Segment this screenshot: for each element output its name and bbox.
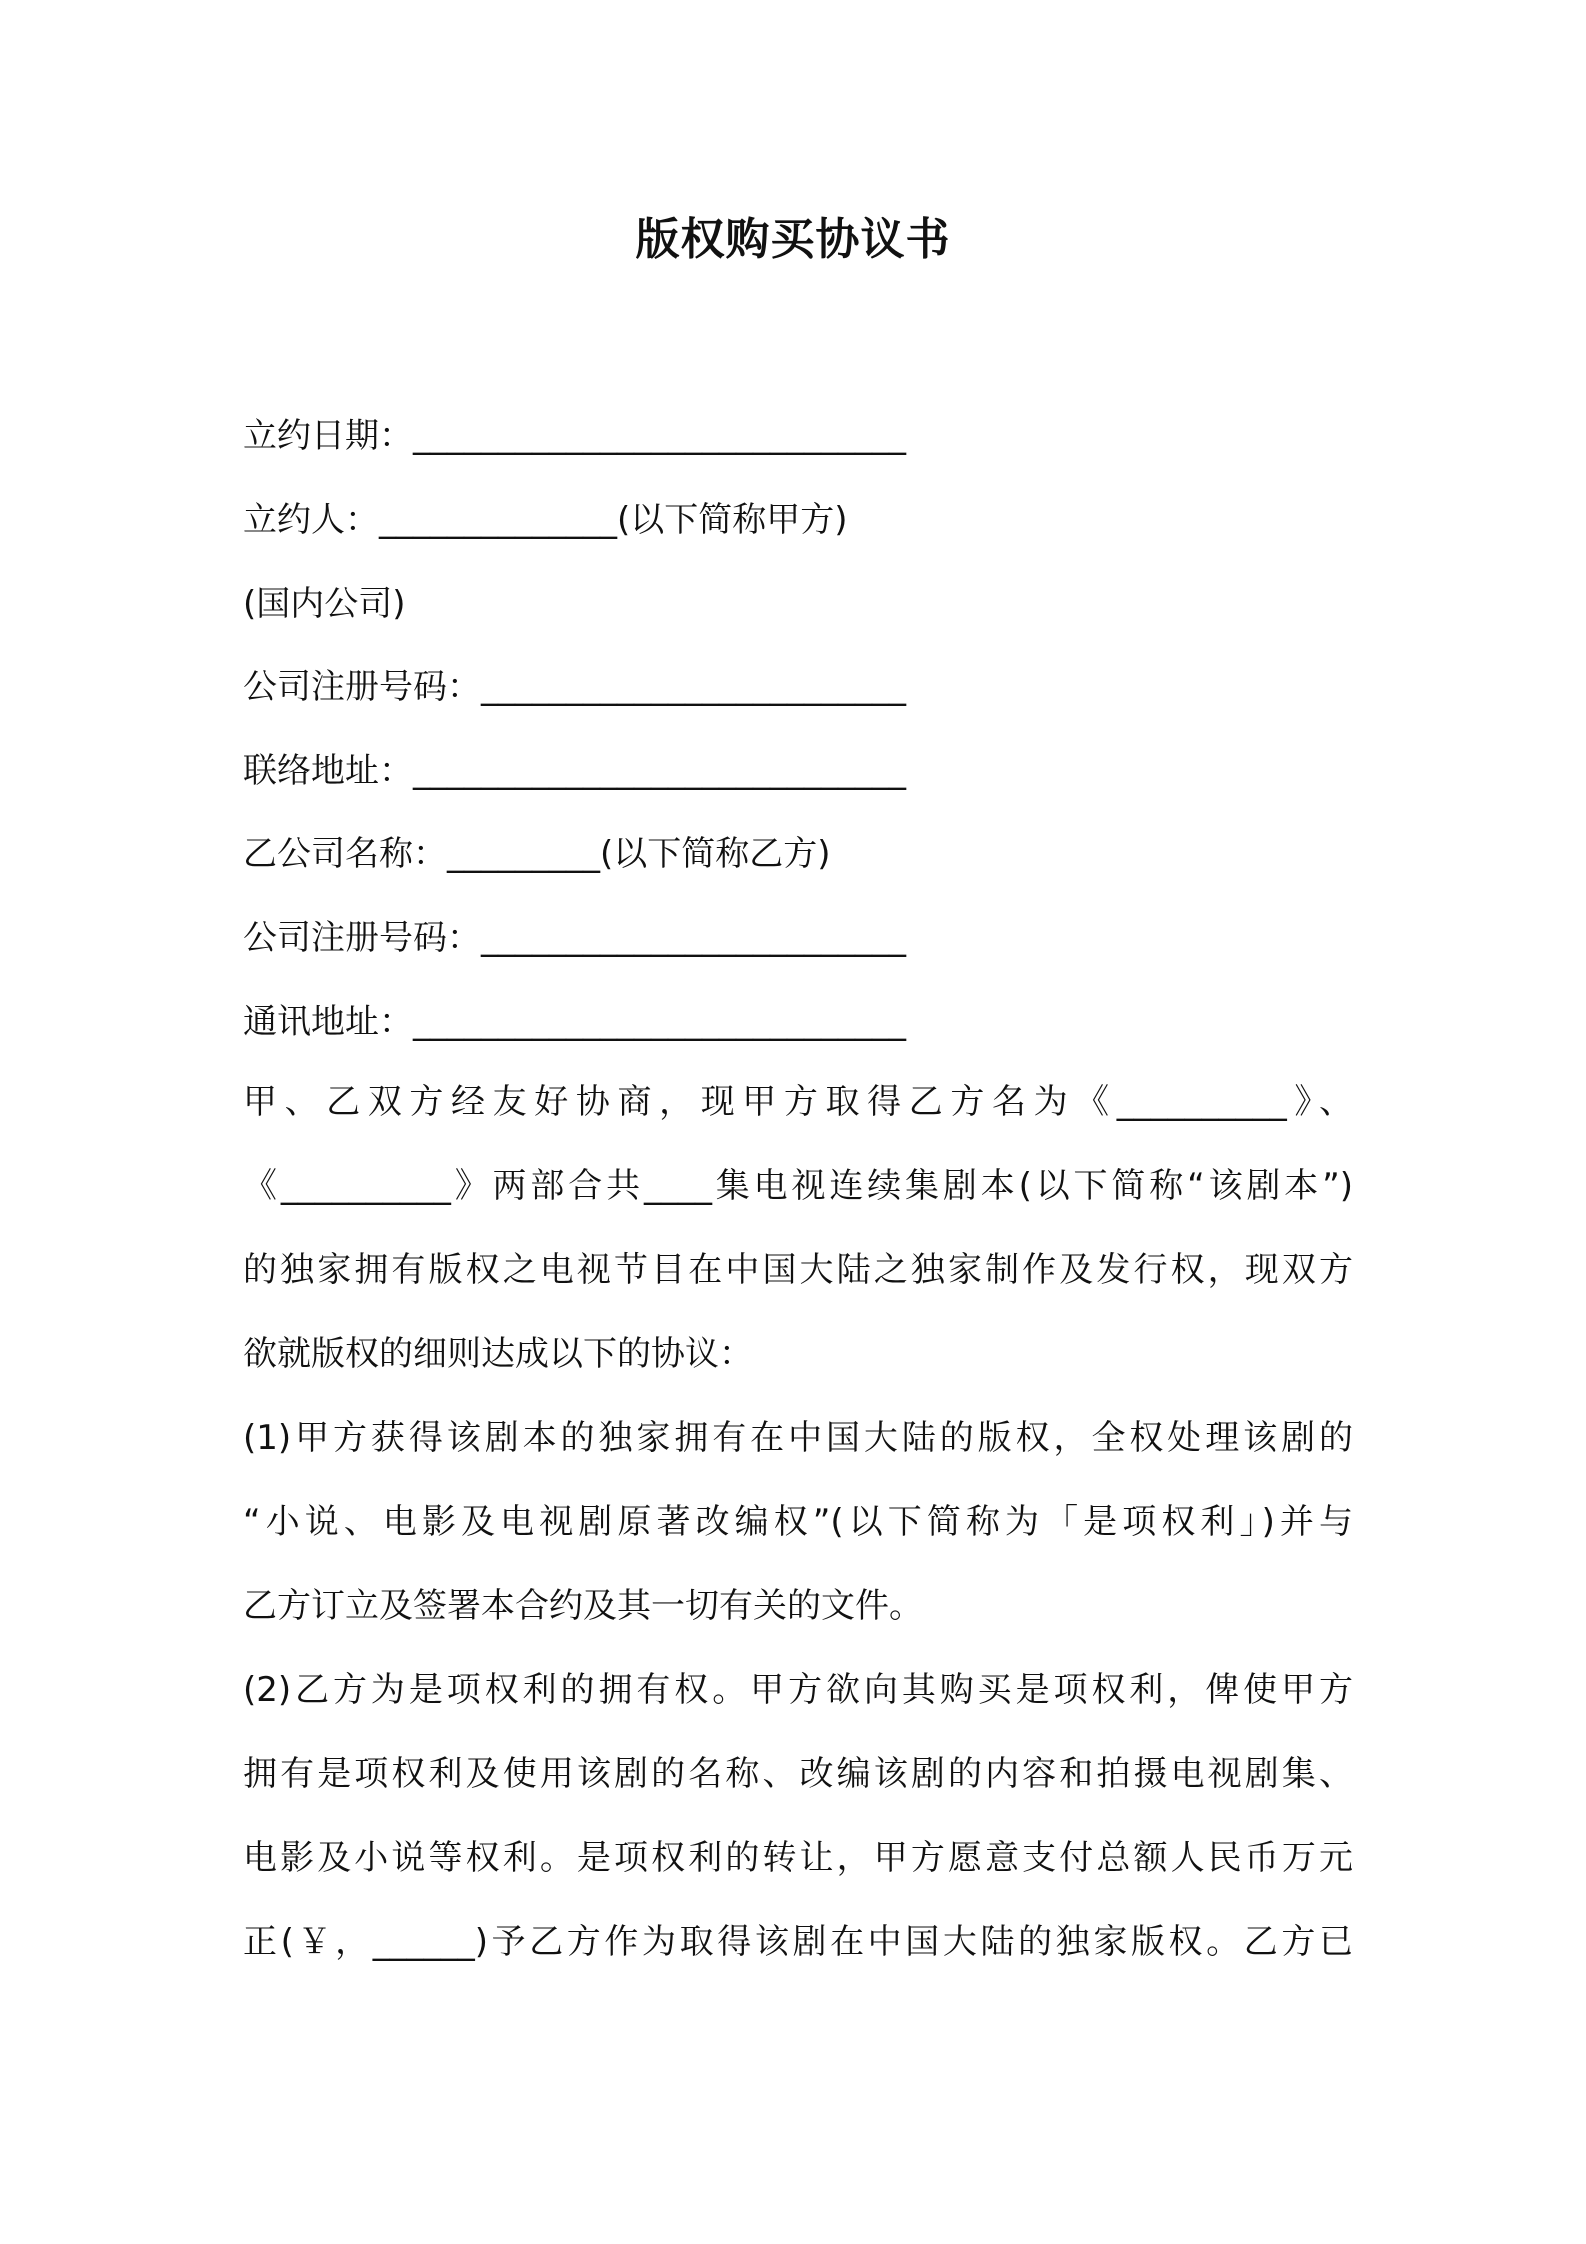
paragraph-clause-2: [243, 1648, 1353, 1984]
field-party-a: 立约人：______________(以下简称甲方): [243, 500, 848, 540]
paragraph-line: 《__________》两部合共____集电视连续集剧本(以下简称“该剧本”): [243, 1166, 1353, 1206]
paragraph-line: 的独家拥有版权之电视节目在中国大陆之独家制作及发行权，现双方: [243, 1250, 1353, 1290]
paragraph-line: “小说、电影及电视剧原著改编权”(以下简称为「是项权利」)并与: [243, 1502, 1353, 1542]
paragraph-line: 甲、乙双方经友好协商，现甲方取得乙方名为《__________》、: [243, 1082, 1353, 1122]
paragraph-line: 乙方订立及签署本合约及其一切有关的文件。: [243, 1586, 923, 1626]
field-contract-date: 立约日期：_____________________________: [243, 416, 906, 456]
paragraph-line: (2)乙方为是项权利的拥有权。甲方欲向其购买是项权利，俾使甲方: [243, 1670, 1353, 1710]
paragraph-line: 欲就版权的细则达成以下的协议：: [243, 1334, 753, 1374]
paragraph-line: 正(￥，______)予乙方作为取得该剧在中国大陆的独家版权。乙方已: [243, 1922, 1353, 1962]
field-party-b-address: 通讯地址：_____________________________: [243, 1002, 906, 1042]
paragraph-line: 电影及小说等权利。是项权利的转让，甲方愿意支付总额人民币万元: [243, 1838, 1353, 1878]
paragraph-clause-1: [243, 1396, 1353, 1648]
field-party-b-name: 乙公司名称：_________(以下简称乙方): [243, 834, 831, 874]
paragraph-intro: [243, 1060, 1353, 1396]
paragraph-line: (1)甲方获得该剧本的独家拥有在中国大陆的版权，全权处理该剧的: [243, 1418, 1353, 1458]
field-party-a-address: 联络地址：_____________________________: [243, 751, 906, 791]
field-party-b-registration: 公司注册号码：_________________________: [243, 918, 906, 958]
field-party-a-note: (国内公司): [243, 584, 406, 624]
document-title: 版权购买协议书: [635, 214, 951, 265]
field-party-a-registration: 公司注册号码：_________________________: [243, 667, 906, 707]
paragraph-line: 拥有是项权利及使用该剧的名称、改编该剧的内容和拍摄电视剧集、: [243, 1754, 1353, 1794]
